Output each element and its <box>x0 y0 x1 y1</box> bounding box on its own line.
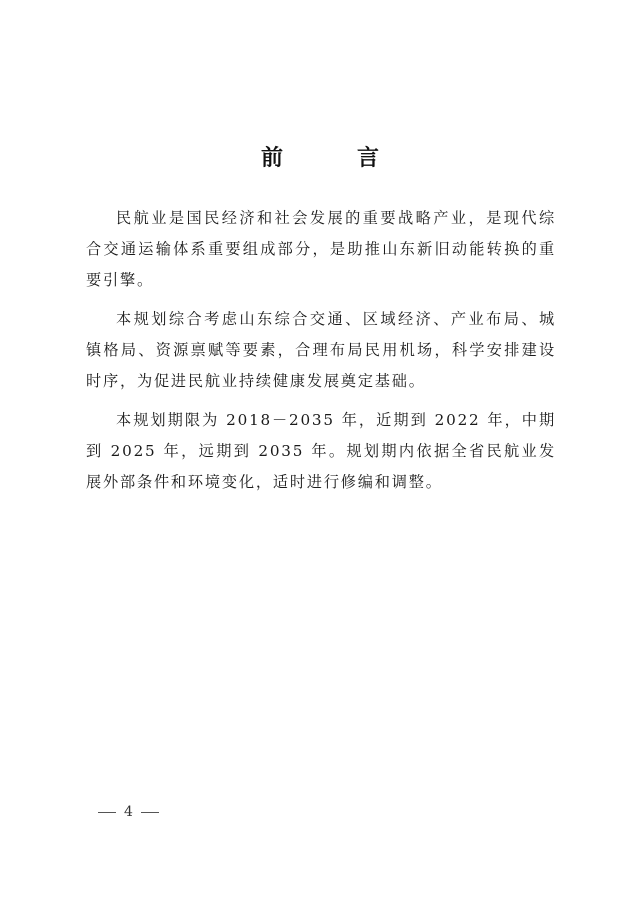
paragraph-2: 本规划综合考虑山东综合交通、区域经济、产业布局、城镇格局、资源禀赋等要素，合理布局民用机场，科学安排建设时序，为促进民航业持续健康发展奠定基础。 <box>86 310 556 390</box>
footer-dash-left <box>98 812 116 813</box>
body-text <box>86 203 556 506</box>
footer-dash-right <box>141 812 159 813</box>
page-number: 4 <box>124 804 133 820</box>
page-footer <box>98 800 159 824</box>
paragraph-3: 本规划期限为 2018－2035 年，近期到 2022 年，中期到 2025 年，远期到 2035 年。规划期内依据全省民航业发展外部条件和环境变化，适时进行修编和调整。 <box>86 411 556 491</box>
page-title: 前 言 <box>260 145 405 171</box>
paragraph-1: 民航业是国民经济和社会发展的重要战略产业，是现代综合交通运输体系重要组成部分，是助推山东新旧动能转换的重要引擎。 <box>86 209 556 289</box>
